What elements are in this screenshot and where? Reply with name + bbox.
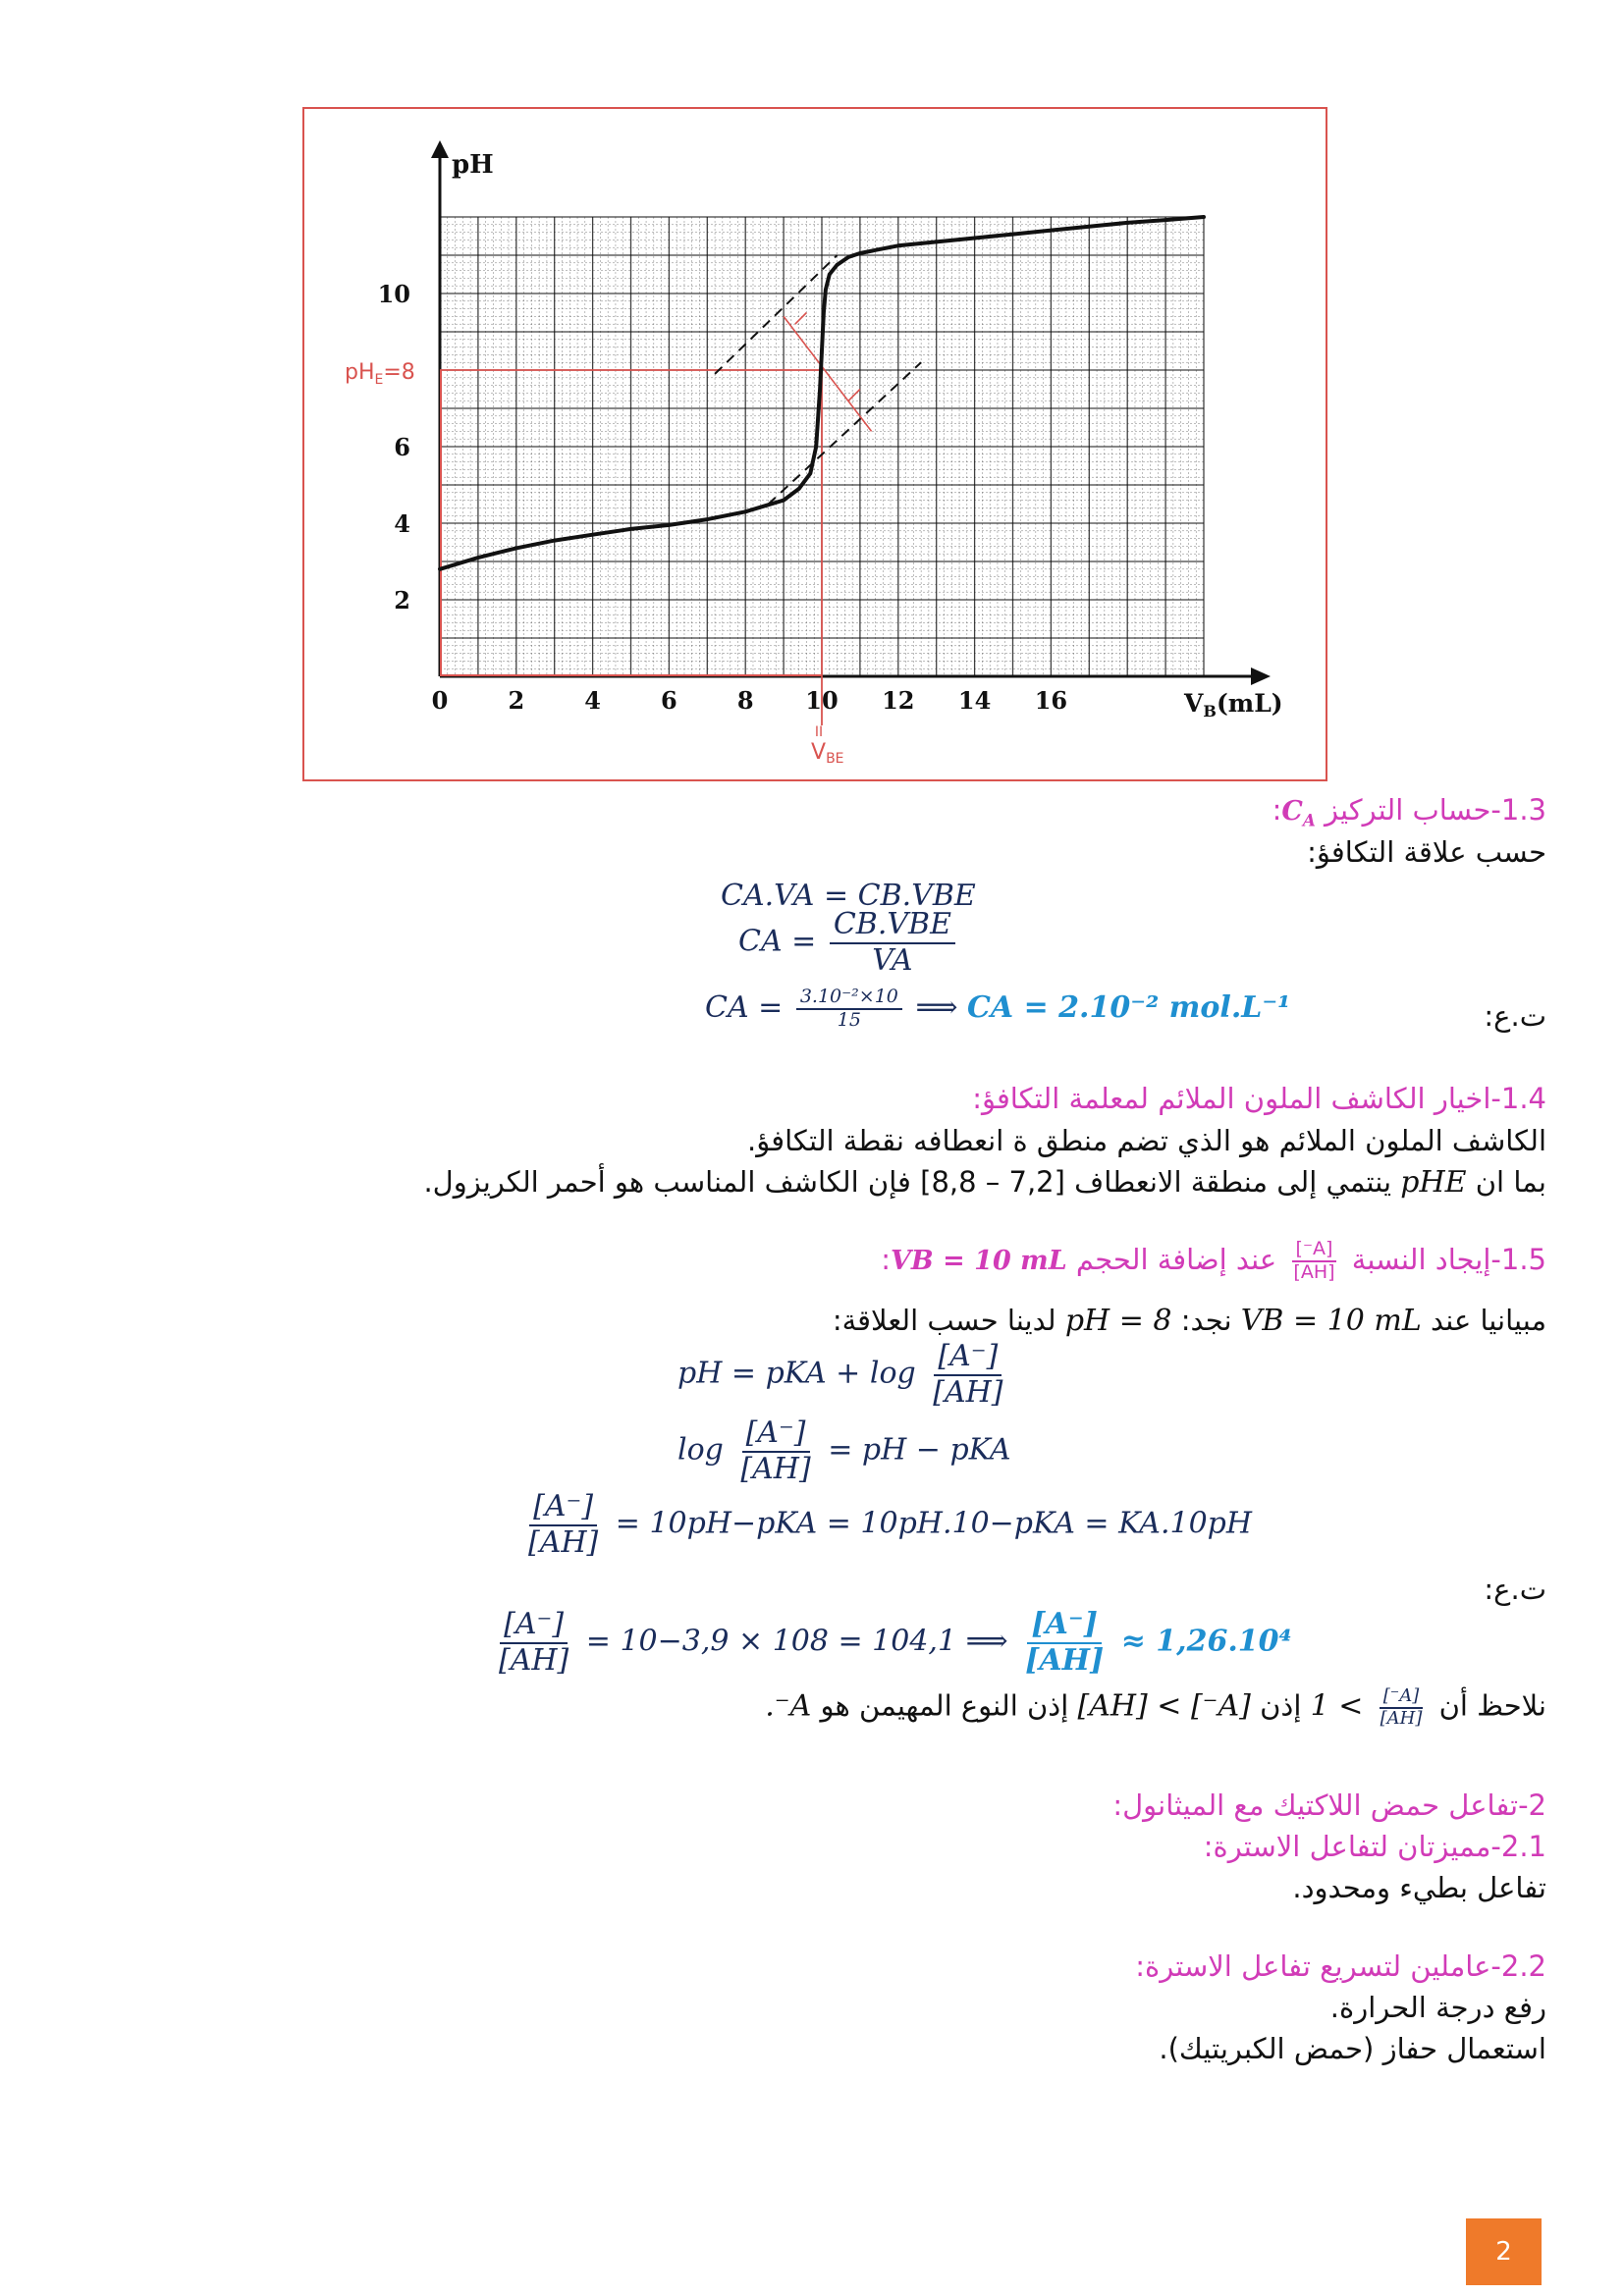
eq-ratio-numeric: $\frac{[A^-]}{[AH]}$ = 10−3,9 × 108 = 104,1 ⟹ $\frac{[A^-]}{[AH]}$ ≈ 1,26.10⁴	[499, 1607, 1292, 1678]
x-tick-label: 14	[957, 686, 992, 715]
y-axis-label: pH	[452, 150, 494, 180]
section-2-2-line2: استعمال حفاز (حمض الكبريتيك).	[1159, 2032, 1546, 2065]
y-tick-label: 10	[377, 280, 410, 308]
section-2-1-text: تفاعل بطيء ومحدود.	[1292, 1871, 1546, 1904]
phe-label: $pH_E=8$	[345, 360, 415, 388]
eq-log-ratio: log $\frac{[A^-]}{[AH]}$ = pH − pKA	[677, 1415, 1011, 1486]
y-tick-label: 6	[394, 433, 410, 461]
section-1-5-title: 1.5-إيجاد النسبة $\frac{[A^-]}{[AH]}$ عند إضافة الحجم VB = 10 mL:	[881, 1238, 1546, 1283]
section-1-3-var: $C_A$	[1281, 796, 1316, 830]
y-tick-label: 4	[394, 509, 410, 538]
x-tick-label: 8	[736, 686, 754, 715]
x-axis-label: $V_B(mL)$	[1184, 689, 1283, 721]
section-2-title: 2-تفاعل حمض اللاكتيك مع الميثانول:	[1112, 1789, 1546, 1822]
section-1-5-line1: مبيانيا عند VB = 10 mL نجد: pH = 8 لدينا حسب العلاقة:	[832, 1304, 1546, 1338]
x-tick-label: 4	[584, 686, 601, 715]
x-tick-label: 6	[661, 686, 677, 715]
x-tick-label: 12	[882, 686, 915, 715]
section-1-4-title: 1.4-اخيار الكاشف الملون الملائم لمعلمة التكافؤ:	[972, 1082, 1546, 1115]
equal-mark-2	[848, 390, 860, 401]
ratio-result: ≈ 1,26.10⁴	[1120, 1624, 1292, 1659]
section-1-4-line2: بما ان pHE ينتمي إلى منطقة الانعطاف [7,2 – 8,8] فإن الكاشف المناسب هو أحمر الكريزول.	[423, 1165, 1546, 1200]
x-tick-label: 2	[508, 686, 525, 715]
titration-chart	[302, 107, 1327, 781]
ca-result: CA = 2.10⁻² mol.L⁻¹	[967, 989, 1291, 1025]
eq-ratio-power: $\frac{[A^-]}{[AH]}$ = 10pH−pKA = 10pH.10−pKA = KA.10pH	[528, 1489, 1253, 1560]
section-2-2-title: 2.2-عاملين لتسريع تفاعل الاسترة:	[1135, 1949, 1546, 1983]
y-axis-arrow	[431, 140, 449, 158]
section-1-3-title: 1.3-حساب التركيز $C_A$:	[1272, 793, 1546, 830]
page-number: 2	[1466, 2218, 1542, 2285]
equal-mark-1	[795, 313, 807, 325]
section-1-5-note: نلاحظ أن $\frac{[A^-]}{[AH]}$ > 1 إذن [A⁻] > [AH] إذن النوع المهيمن هو A⁻.	[765, 1685, 1546, 1729]
section-1-4-line1: الكاشف الملون الملائم هو الذي تضم منطق ة انعطافه نقطة التكافؤ.	[747, 1124, 1546, 1157]
x-tick-label: 16	[1034, 686, 1068, 715]
x-tick-label: 0	[431, 686, 449, 715]
section-1-3-line1: حسب علاقة التكافؤ:	[1307, 835, 1546, 869]
chart-guides	[440, 255, 921, 725]
section-1-3-te: ت.ع:	[1484, 999, 1546, 1033]
vbe-equals: II	[814, 724, 824, 740]
eq-henderson: pH = pKA + log $\frac{[A^-]}{[AH]}$	[677, 1339, 1003, 1410]
section-1-5-te: ت.ع:	[1484, 1573, 1546, 1606]
x-tick-label: 10	[805, 686, 839, 715]
section-2-1-title: 2.1-مميزتان لتفاعل الاسترة:	[1203, 1830, 1546, 1863]
x-axis-arrow	[1251, 667, 1271, 685]
y-tick-label: 2	[394, 586, 410, 614]
section-2-2-line1: رفع درجة الحرارة.	[1329, 1991, 1546, 2024]
eq-ca-numeric: CA = $\frac{\text{3.10⁻²×10}}{15}$ ⟹ CA = 2.10⁻² mol.L⁻¹	[705, 986, 1291, 1031]
vbe-label: VBE	[811, 740, 844, 767]
eq-ca-formula: CA = $\frac{\text{CB.VBE}}{VA}$	[738, 908, 959, 978]
perpendicular-line	[784, 316, 871, 431]
eq-equivalence: CA.VA = CB.VBE	[721, 879, 976, 913]
